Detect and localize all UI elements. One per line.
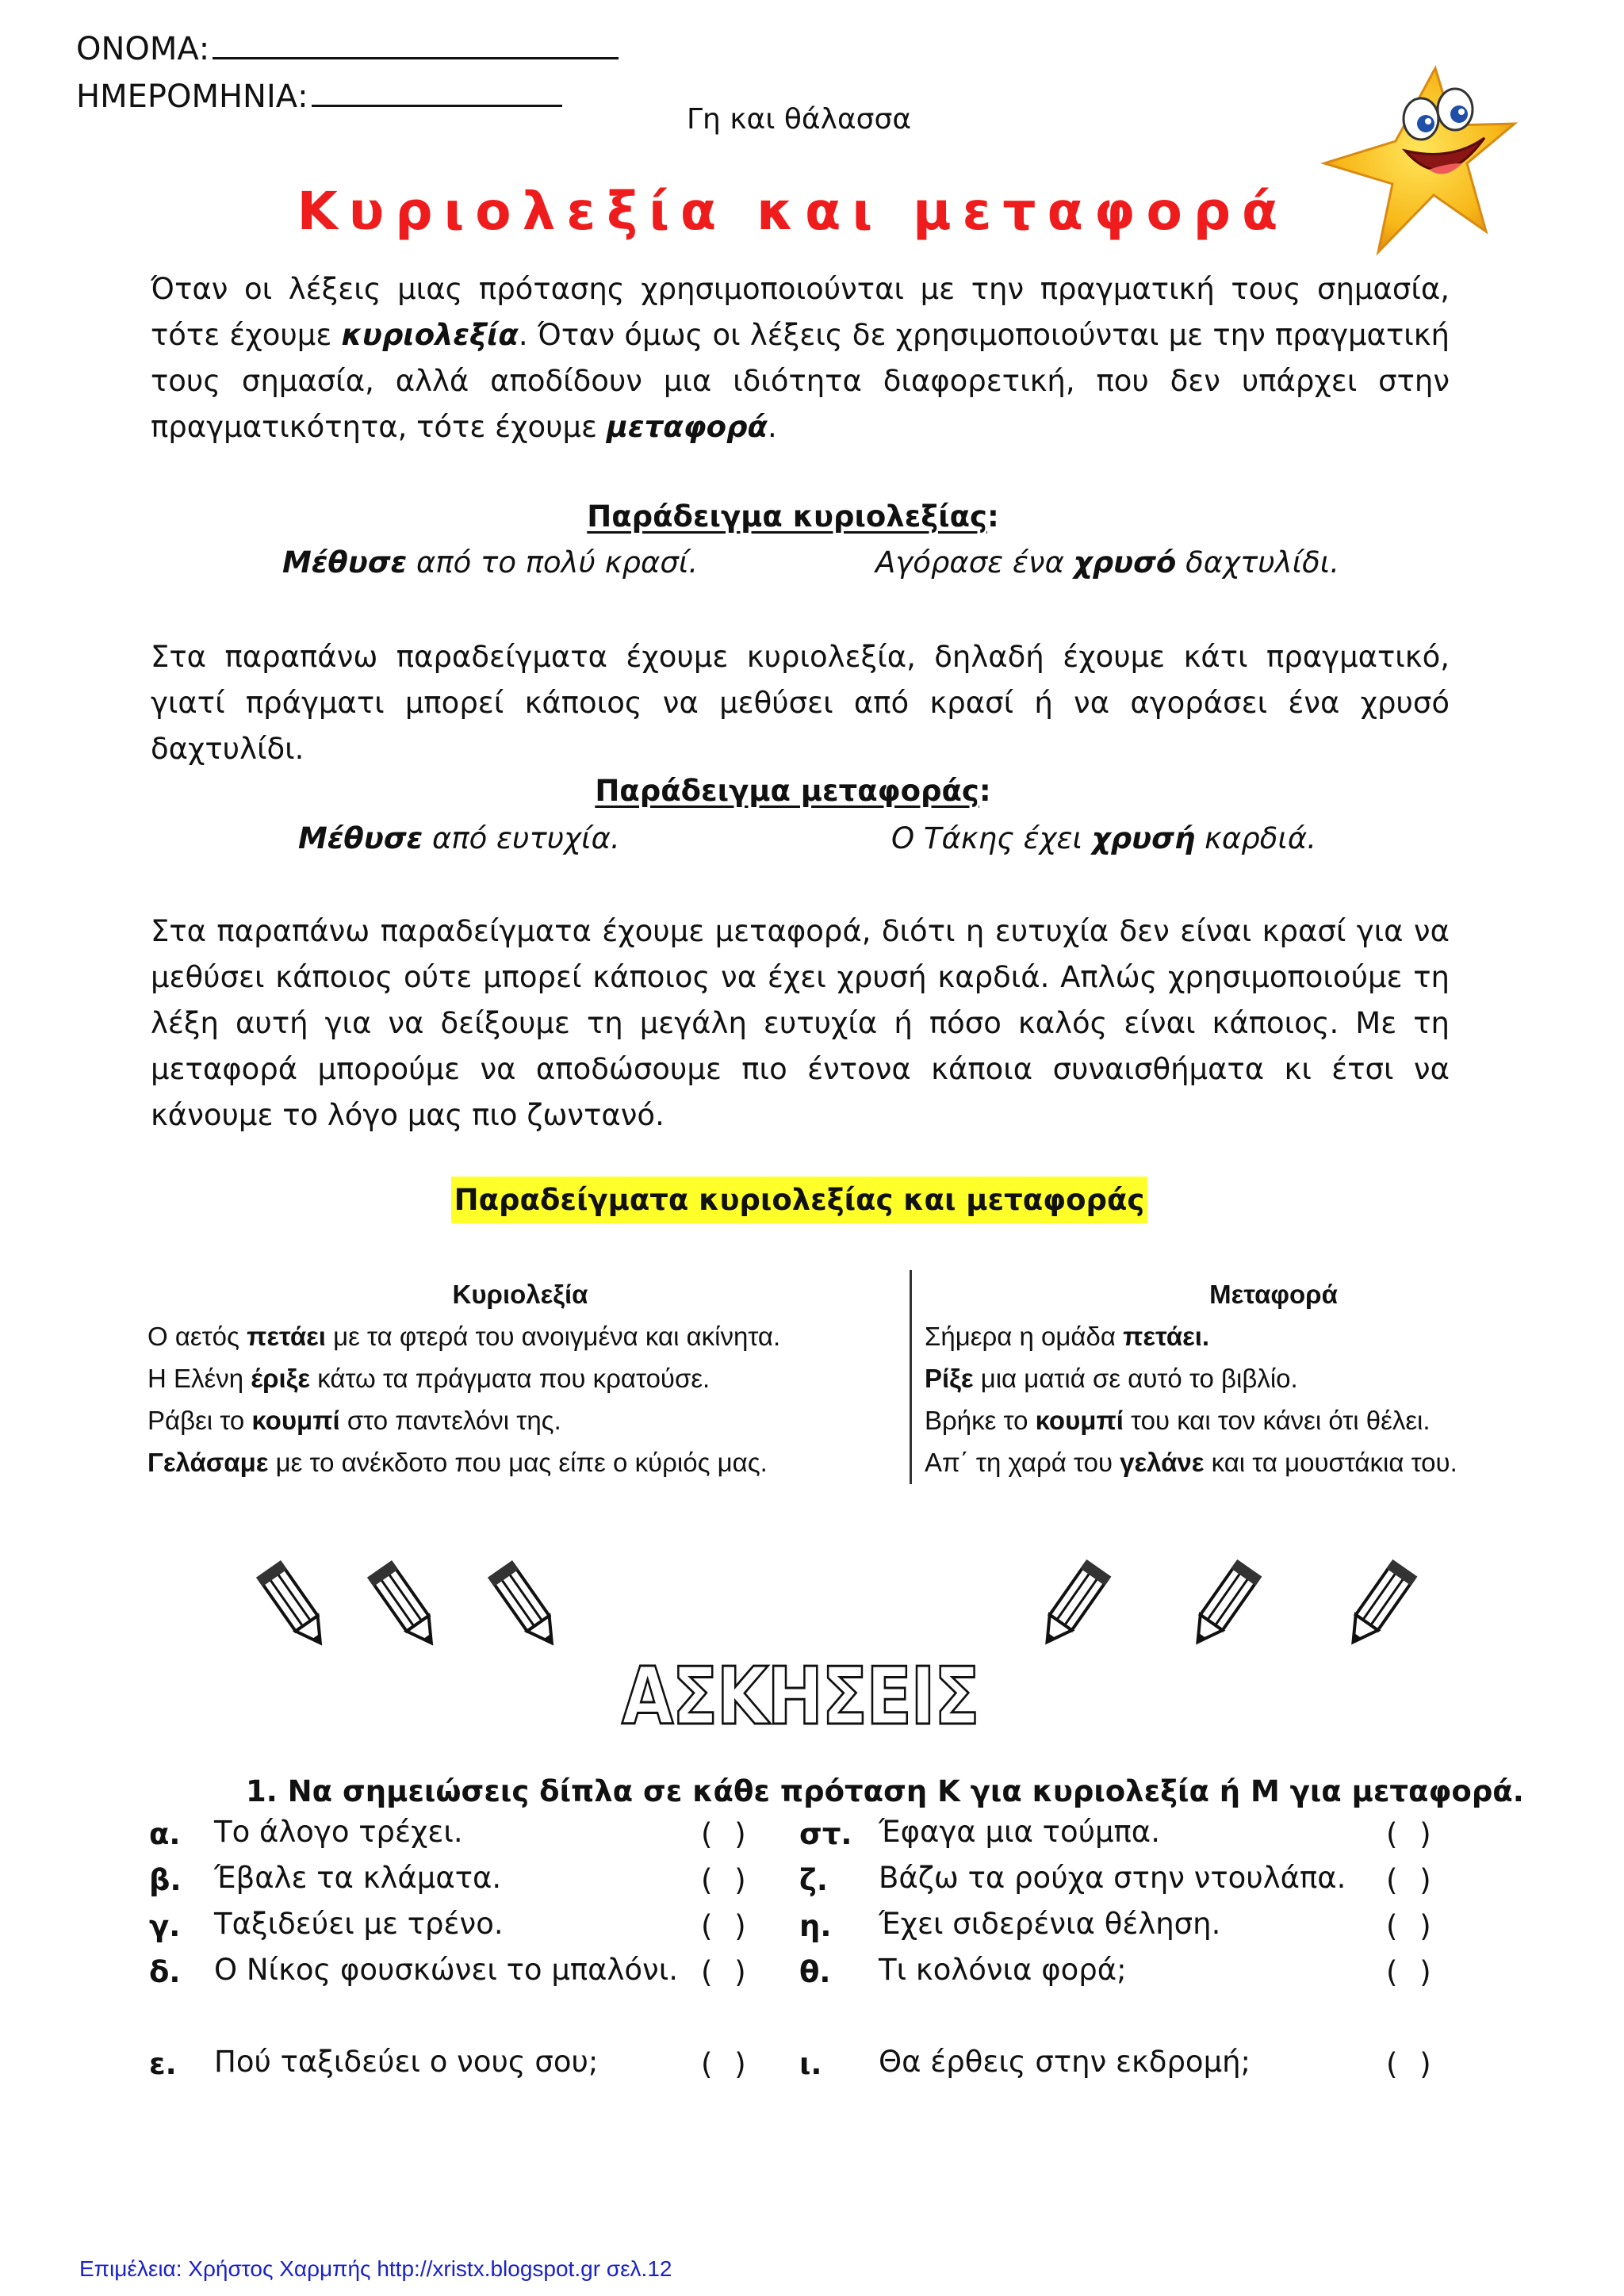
exercise-item-label: β.: [149, 1863, 182, 1897]
table-row: [147, 1357, 893, 1399]
date-line: [312, 78, 562, 107]
answer-box[interactable]: ( ): [701, 1955, 753, 1989]
topic-label: Γη και θάλασσα: [687, 103, 912, 136]
row-text-post: κάτω τα πράγματα που κρατούσε.: [310, 1364, 710, 1393]
name-line: [213, 30, 619, 59]
literal-ex2-pre: Αγόρασε ένα: [875, 545, 1074, 580]
table-row: [147, 1441, 893, 1483]
metaphor-ex1-bold: Μέθυσε: [298, 821, 423, 855]
exercise-item-label: ι.: [799, 2047, 822, 2081]
intro-text-1: Όταν οι λέξεις μιας πρότασης χρησιμοποιούνται με την πραγματική τους σημασία, τότε έχουμε: [151, 272, 1450, 352]
exercise-item-text: Πού ταξιδεύει ο νους σου;: [214, 2045, 599, 2079]
row-keyword: πετάει: [247, 1322, 326, 1351]
literal-example-2: [875, 545, 1339, 580]
row-text-pre: Απ΄ τη χαρά του: [925, 1448, 1120, 1477]
row-text-pre: Η Ελένη: [147, 1364, 251, 1393]
examples-highlight-heading: [0, 1183, 1599, 1217]
literal-ex1-bold: Μέθυσε: [282, 545, 408, 580]
exercises-title: [619, 1650, 983, 1743]
literal-heading-text: Παράδειγμα κυριολεξίας: [587, 499, 987, 534]
answer-box[interactable]: ( ): [1386, 1817, 1438, 1851]
row-keyword: πετάει.: [1123, 1322, 1210, 1351]
metaphor-ex1-rest: από ευτυχία.: [423, 821, 620, 855]
exercise-item-text: Τι κολόνια φορά;: [879, 1953, 1127, 1987]
name-label: ΟΝΟΜΑ:: [76, 31, 210, 67]
keyword-literal: κυριολεξία: [341, 318, 519, 352]
row-text-pre: Ράβει το: [147, 1406, 252, 1435]
pencil-icon: [252, 1557, 338, 1654]
metaphor-ex2-bold: χρυσή: [1091, 821, 1196, 855]
metaphor-example-2: [891, 821, 1316, 855]
pencil-icon: [1182, 1557, 1267, 1654]
metaphor-ex2-pre: Ο Τάκης έχει: [891, 821, 1092, 855]
metaphor-ex2-post: καρδιά.: [1195, 821, 1317, 855]
exercise-item-label: γ.: [149, 1909, 181, 1943]
date-label: ΗΜΕΡΟΜΗΝΙΑ:: [76, 78, 308, 115]
exercise-item-label: η.: [799, 1909, 832, 1943]
literal-ex2-bold: χρυσό: [1073, 545, 1177, 580]
table-row: [925, 1357, 1622, 1399]
exercises-title-text: ΑΣΚΗΣΕΙΣ: [622, 1650, 979, 1743]
pencil-icon: [484, 1557, 569, 1654]
row-keyword: κουμπί: [251, 1406, 340, 1435]
exercise-item-label: δ.: [149, 1955, 181, 1989]
row-text-post: του και τον κάνει ότι θέλει.: [1123, 1406, 1431, 1435]
row-text-post: και τα μουστάκια του.: [1204, 1448, 1457, 1477]
exercise-item-label: α.: [149, 1817, 181, 1851]
literal-column: [147, 1273, 893, 1483]
page-title: Κυριολεξία και μεταφορά: [297, 181, 1289, 242]
pencil-icon: [1031, 1557, 1116, 1654]
answer-box[interactable]: ( ): [701, 2047, 753, 2081]
table-row: [147, 1399, 893, 1441]
intro-text-3: .: [767, 410, 777, 444]
literal-explanation: Στα παραπάνω παραδείγματα έχουμε κυριολεξία, δηλαδή έχουμε κάτι πραγματικό, γιατί πράγματι μπορεί κάποιος να μεθύσει από κρασί ή να αγοράσει ένα χρυσό δαχτυλίδι.: [151, 640, 1450, 766]
pencil-icon: [363, 1557, 449, 1654]
table-row: [147, 1315, 893, 1357]
metaphor-heading-colon: :: [979, 774, 991, 808]
metaphor-explanation: Στα παραπάνω παραδείγματα έχουμε μεταφορά, διότι η ευτυχία δεν είναι κρασί για να μεθύσει κάποιος ούτε μπορεί κάποιος να έχει χρυσή καρδιά. Απλώς χρησιμοποιούμε τη λέξη αυτή για να δείξουμε τη μεγάλη ευτυχία ή πόσο καλός είναι κάποιος. Με τη μεταφορά μπορούμε να αποδώσουμε πιο έντονα κάποια συναισθήματα κι έτσι να κάνουμε το λόγο μας πιο ζωντανό.: [151, 914, 1450, 1132]
date-field[interactable]: [76, 78, 562, 115]
row-text-pre: Ο αετός: [147, 1322, 247, 1351]
metaphor-heading-text: Παράδειγμα μεταφοράς: [595, 774, 979, 808]
metaphor-example-heading: [0, 774, 1586, 808]
answer-box[interactable]: ( ): [701, 1909, 753, 1943]
row-text-post: με το ανέκδοτο που μας είπε ο κύριός μας.: [268, 1448, 768, 1477]
exercise-item-text: Έβαλε τα κλάματα.: [214, 1861, 502, 1895]
answer-box[interactable]: ( ): [1386, 1955, 1438, 1989]
exercise-item-label: ζ.: [799, 1863, 828, 1897]
row-keyword: γελάνε: [1120, 1448, 1205, 1477]
intro-text-2: . Όταν όμως οι λέξεις δε χρησιμοποιούνται με την πραγματική τους σημασία, αλλά αποδίδουν μια ιδιότητα διαφορετική, που δεν υπάρχει στην πραγματικότητα, τότε έχουμε: [151, 318, 1450, 444]
table-row: [925, 1315, 1622, 1357]
exercise-item-text: Βάζω τα ρούχα στην ντουλάπα.: [879, 1861, 1346, 1895]
name-field[interactable]: [76, 30, 619, 67]
literal-column-header: Κυριολεξία: [452, 1280, 588, 1309]
literal-heading-colon: :: [986, 499, 999, 534]
row-keyword: κουμπί: [1035, 1406, 1124, 1435]
table-row: [925, 1399, 1622, 1441]
literal-example-1: [282, 545, 698, 580]
exercise-item-text: Έφαγα μια τούμπα.: [879, 1815, 1160, 1849]
literal-ex2-post: δαχτυλίδι.: [1176, 545, 1340, 580]
keyword-metaphor: μεταφορά: [606, 410, 768, 444]
row-text-post: στο παντελόνι της.: [339, 1406, 561, 1435]
pencil-icon: [1337, 1557, 1423, 1654]
literal-example-heading: [0, 499, 1586, 534]
exercise-item-text: Έχει σιδερένια θέληση.: [879, 1907, 1221, 1941]
metaphor-example-1: [298, 821, 620, 855]
answer-box[interactable]: ( ): [701, 1863, 753, 1897]
intro-paragraph: [151, 266, 1450, 450]
answer-box[interactable]: ( ): [1386, 1863, 1438, 1897]
row-keyword: Γελάσαμε: [147, 1448, 269, 1477]
literal-ex1-rest: από το πολύ κρασί.: [407, 545, 699, 580]
exercise-item-text: Ο Νίκος φουσκώνει το μπαλόνι.: [214, 1953, 679, 1987]
table-row: [925, 1441, 1622, 1483]
answer-box[interactable]: ( ): [1386, 1909, 1438, 1943]
metaphor-column-header: Μεταφορά: [1209, 1280, 1338, 1309]
answer-box[interactable]: ( ): [701, 1817, 753, 1851]
row-text-post: με τα φτερά του ανοιγμένα και ακίνητα.: [325, 1322, 781, 1351]
footer-credit: Επιμέλεια: Χρήστος Χαρμπής http://xristx.blogspot.gr σελ.12: [79, 2256, 672, 2281]
column-divider: [910, 1270, 912, 1484]
highlight-heading-text: Παραδείγματα κυριολεξίας και μεταφοράς: [451, 1177, 1148, 1223]
row-text-pre: Βρήκε το: [925, 1406, 1036, 1435]
exercise-item-label: στ.: [799, 1817, 852, 1851]
row-keyword: Ρίξε: [925, 1364, 974, 1393]
row-keyword: έριξε: [251, 1364, 311, 1393]
exercise-item-label: θ.: [799, 1955, 831, 1989]
answer-box[interactable]: ( ): [1386, 2047, 1438, 2081]
exercise-item-text: Το άλογο τρέχει.: [214, 1815, 463, 1849]
exercise1-instruction: 1. Να σημειώσεις δίπλα σε κάθε πρόταση Κ για κυριολεξία ή Μ για μεταφορά.: [246, 1774, 1524, 1808]
exercise-item-label: ε.: [149, 2047, 177, 2081]
exercise-item-text: Ταξιδεύει με τρένο.: [214, 1907, 504, 1941]
exercise-item-text: Θα έρθεις στην εκδρομή;: [879, 2045, 1251, 2079]
row-text-post: μια ματιά σε αυτό το βιβλίο.: [973, 1364, 1298, 1393]
row-text-pre: Σήμερα η ομάδα: [925, 1322, 1124, 1351]
metaphor-column: [925, 1273, 1622, 1483]
